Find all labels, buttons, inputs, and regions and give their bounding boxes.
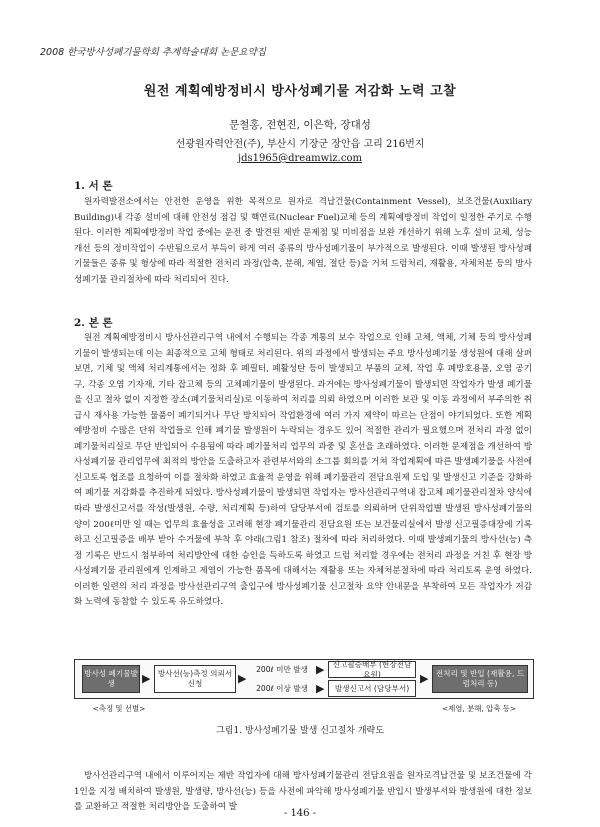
result-certificate: 신고필증배부 (현장전담요원)	[328, 661, 416, 678]
email-link[interactable]: jds1965@dreamwiz.com	[238, 153, 362, 164]
step-pretreatment: 전처리 및 반입 (재활용, 드럼처리 등)	[432, 665, 528, 693]
arrow-icon: ▶	[142, 672, 151, 685]
figure-caption: 그림1. 방사성폐기물 발생 신고절차 개략도	[216, 726, 384, 736]
caption-decontamination: <제염, 분해, 압축 등>	[441, 704, 517, 713]
step-waste-generation: 방사성 폐기물발생	[82, 665, 140, 693]
continuation-paragraph: 방사선관리구역 내에서 이루어지는 제반 작업자에 대해 방사성폐기물관리 전담요원을 원자로격납건물 및 보조건물에 각 1인을 지정 배치하여 발생원, 발생량, 방사선(능) 등을 사전에 파악해 방사성폐기물 반입시 발생부서와 발생원에 대한 정보를 교환하고 적절한 처리방안을 도출하여 발	[74, 771, 532, 813]
caption-measure-sort: <측정 및 선별>	[92, 704, 146, 713]
arrow-icon: ▶	[316, 682, 325, 695]
author-email[interactable]	[0, 153, 600, 164]
procedure-diagram	[74, 659, 534, 715]
paper-title: 원전 계획예방정비시 방사성폐기물 저감화 노력 고찰	[143, 84, 457, 99]
arrow-icon: ▶	[316, 663, 325, 676]
intro-paragraph: 원자력발전소에서는 안전한 운영을 위한 목적으로 원자로 격납건물(Containment Vessel), 보조건물(Auxiliary Building)내 각종 설비에 대해 안전성 점검 및 핵연료(Nuclear Fuel)교체 등의 계획예방정비 작업이 일정한 주기로 수행된다. 이러한 계획예방정비 작업 중에는 운전 중 발견된 제반 문제점 및 미비점을 보완 개선하기 위해 노후 설비 교체, 성능개선 등의 정비작업이 수반됨으로서 부득이 하게 여러 종류의 방사성폐기물이 부가적으로 발생된다. 이때 발생된 방사성폐기물들은 종류 및 형상에 따라 적절한 전처리 과정(압축, 분해, 제염, 절단 등)을 거쳐 드럼처리, 재활용, 자체처분 등의 방사성폐기물 관리절차에 따라 처리되어 진다.	[74, 197, 532, 285]
journal-header: 2008 한국방사성폐기물학회 추계학술대회 논문요약집	[40, 47, 266, 58]
section-heading-body: 2. 본 론	[74, 317, 113, 329]
author-list: 문철홍, 전현진, 이은학, 장대성	[229, 119, 371, 131]
arrow-icon: ▶	[238, 672, 247, 685]
section-heading-intro: 1. 서 론	[74, 180, 113, 192]
step-measurement-request: 방사선(능)측정 의뢰서 신청	[154, 665, 236, 693]
arrow-icon: ▶	[420, 672, 429, 685]
result-report-form: 발생신고서 (담당부서)	[328, 680, 416, 697]
affiliation: 선광원자력안전(주), 부산시 기장군 장안읍 고리 216번지	[175, 139, 425, 150]
body-paragraph: 원전 계획예방정비시 방사선관리구역 내에서 수행되는 각종 계통의 보수 작업으로 인해 고체, 액체, 기체 등의 방사성폐기물이 발생되는데 이는 최종적으로 고체 형태로 처리된다. 위의 과정에서 발생되는 주요 방사성폐기물 생성원에 대해 살펴보면, 기체 및 액체 처리계통에서는 정화 후 폐필터, 폐활성탄 등이 발생되고 부품의 교체, 작업 후 폐방호용품, 오염 공기구, 각종 오염 기자재, 기타 잡고체 등의 고체폐기물이 발생된다. 과거에는 방사성폐기물이 발생되면 작업자가 발생 폐기물을 신고 절차 없이 지정한 장소(폐기물처리실)로 이동하여 처리를 의뢰 하였으며 이러한 보관 및 이동 과정에서 부주의한 취급시 재사용 가능한 물품이 폐기되거나 무단 방치되어 작업환경에 여러 가지 제약이 따르는 단점이 야기되었다. 또한 계획예방정비 수많은 단위 작업들로 인해 폐기물 발생원이 누락되는 경우도 있어 적절한 관리가 필요했으며 전처리 과정 없이 폐기물처리실로 무단 반입되어 수용됨에 따라 폐기물처리 업무의 과중 및 혼선을 초래하였다. 이러한 문제점을 개선하여 방사성폐기물 관리업무에 최적의 방안을 도출하고자 관련부서와의 소그룹 회의를 거쳐 작업계획에 따른 발생폐기물을 사전에 신고토록 협조를 요청하여 이를 절차화 하였고 효율적 운영을 위해 폐기물관리 전담요원제 도입 및 발생신고 기준을 강화하여 폐기물 저감화를 추진하게 되었다. 방사성폐기물이 발생되면 작업자는 방사선관리구역내 잡고체 폐기물관리절차 양식에 따라 발생신고서를 작성(발생원, 수량, 처리계획 등)하여 담당부서에 검토를 의뢰하며 단위작업별 발생된 방사성폐기물의 양이 200ℓ미만 일 때는 업무의 효율성을 고려해 현장 폐기물관리 전담요원 또는 보건물리실에서 발생 신고필증대장에 기록하고 신고필증을 배부 받아 수거물에 부착 후 야래(그림1 참조) 절차에 따라 처리하였다. 이때 발생폐기물의 방사선(능) 측정 기록은 반드시 첨부하여 처리방안에 대한 승인을 득하도록 하였고 드럼 처리할 경우에는 전처리 과정을 거친 후 현장 방사성폐기물 관리원에게 인계하고 제염이 가능한 품목에 대해서는 재활용 또는 자체처분절차에 따라 처리토록 운영 하였다. 이러한 일련의 처리 과정을 방사선관리구역 출입구에 방사성폐기물 신고절차 요약 안내문을 부착하여 모든 작업자가 저감화 노력에 동참할 수 있도록 유도하였다.	[74, 333, 532, 608]
branch-under-200l: 200ℓ 미만 발생	[256, 665, 308, 674]
page-number: - 146 -	[283, 808, 317, 819]
branch-over-200l: 200ℓ 이상 발생	[256, 684, 308, 693]
